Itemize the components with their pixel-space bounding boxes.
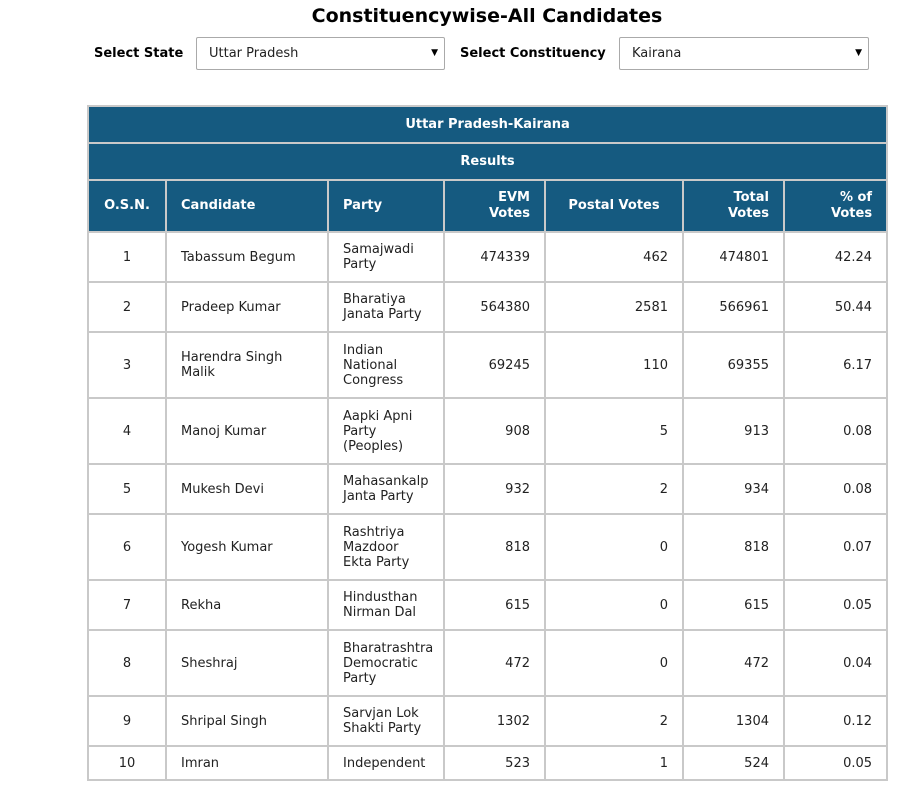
percent-votes-cell: 0.07 (784, 514, 887, 580)
party-cell: Indian National Congress (328, 332, 444, 398)
candidate-cell: Sheshraj (166, 630, 328, 696)
candidate-cell: Rekha (166, 580, 328, 630)
col-header-percent-votes: % of Votes (784, 180, 887, 232)
candidate-cell: Imran (166, 746, 328, 780)
osn-cell: 8 (88, 630, 166, 696)
evm-votes-cell: 523 (444, 746, 545, 780)
postal-votes-cell: 0 (545, 514, 683, 580)
candidate-cell: Manoj Kumar (166, 398, 328, 464)
osn-cell: 5 (88, 464, 166, 514)
table-row (88, 514, 887, 580)
table-row (88, 232, 887, 282)
total-votes-cell: 818 (683, 514, 784, 580)
table-row (88, 696, 887, 746)
total-votes-cell: 615 (683, 580, 784, 630)
party-cell: Hindusthan Nirman Dal (328, 580, 444, 630)
osn-cell: 9 (88, 696, 166, 746)
evm-votes-cell: 564380 (444, 282, 545, 332)
col-header-party: Party (328, 180, 444, 232)
postal-votes-cell: 462 (545, 232, 683, 282)
col-header-candidate: Candidate (166, 180, 328, 232)
postal-votes-cell: 2 (545, 696, 683, 746)
col-header-osn: O.S.N. (88, 180, 166, 232)
postal-votes-cell: 1 (545, 746, 683, 780)
postal-votes-cell: 2 (545, 464, 683, 514)
results-table (87, 105, 888, 781)
table-row (88, 580, 887, 630)
postal-votes-cell: 0 (545, 630, 683, 696)
col-header-postal-votes: Postal Votes (545, 180, 683, 232)
osn-cell: 7 (88, 580, 166, 630)
evm-votes-cell: 932 (444, 464, 545, 514)
party-cell: Rashtriya Mazdoor Ekta Party (328, 514, 444, 580)
table-row (88, 332, 887, 398)
evm-votes-cell: 615 (444, 580, 545, 630)
constituency-select[interactable] (619, 37, 869, 70)
osn-cell: 6 (88, 514, 166, 580)
total-votes-cell: 934 (683, 464, 784, 514)
osn-cell: 3 (88, 332, 166, 398)
candidate-cell: Yogesh Kumar (166, 514, 328, 580)
osn-cell: 1 (88, 232, 166, 282)
caret-down-icon: ▼ (855, 48, 862, 58)
postal-votes-cell: 0 (545, 580, 683, 630)
percent-votes-cell: 50.44 (784, 282, 887, 332)
col-header-total-votes: Total Votes (683, 180, 784, 232)
osn-cell: 4 (88, 398, 166, 464)
table-row (88, 464, 887, 514)
party-cell: Aapki Apni Party (Peoples) (328, 398, 444, 464)
total-votes-cell: 566961 (683, 282, 784, 332)
party-cell: Independent (328, 746, 444, 780)
total-votes-cell: 913 (683, 398, 784, 464)
percent-votes-cell: 0.12 (784, 696, 887, 746)
party-cell: Samajwadi Party (328, 232, 444, 282)
evm-votes-cell: 818 (444, 514, 545, 580)
evm-votes-cell: 472 (444, 630, 545, 696)
total-votes-cell: 474801 (683, 232, 784, 282)
candidate-cell: Shripal Singh (166, 696, 328, 746)
percent-votes-cell: 42.24 (784, 232, 887, 282)
total-votes-cell: 524 (683, 746, 784, 780)
table-row (88, 282, 887, 332)
percent-votes-cell: 0.04 (784, 630, 887, 696)
party-cell: Sarvjan Lok Shakti Party (328, 696, 444, 746)
col-header-evm-votes: EVM Votes (444, 180, 545, 232)
percent-votes-cell: 0.08 (784, 398, 887, 464)
osn-cell: 10 (88, 746, 166, 780)
postal-votes-cell: 110 (545, 332, 683, 398)
constituency-label: Select Constituency (460, 46, 606, 61)
results-banner: Results (88, 143, 887, 180)
table-row (88, 746, 887, 780)
page-title: Constituencywise-All Candidates (311, 5, 663, 27)
total-votes-cell: 69355 (683, 332, 784, 398)
candidate-cell: Pradeep Kumar (166, 282, 328, 332)
constituency-select-value: Kairana (632, 46, 682, 61)
total-votes-cell: 1304 (683, 696, 784, 746)
table-row (88, 398, 887, 464)
evm-votes-cell: 1302 (444, 696, 545, 746)
percent-votes-cell: 0.05 (784, 746, 887, 780)
evm-votes-cell: 69245 (444, 332, 545, 398)
candidate-cell: Harendra Singh Malik (166, 332, 328, 398)
party-cell: Mahasankalp Janta Party (328, 464, 444, 514)
state-select[interactable] (196, 37, 445, 70)
caret-down-icon: ▼ (431, 48, 438, 58)
percent-votes-cell: 0.08 (784, 464, 887, 514)
table-row (88, 630, 887, 696)
percent-votes-cell: 6.17 (784, 332, 887, 398)
total-votes-cell: 472 (683, 630, 784, 696)
state-label: Select State (94, 46, 184, 61)
constituency-banner: Uttar Pradesh-Kairana (88, 106, 887, 143)
candidate-cell: Tabassum Begum (166, 232, 328, 282)
postal-votes-cell: 2581 (545, 282, 683, 332)
evm-votes-cell: 908 (444, 398, 545, 464)
state-select-value: Uttar Pradesh (209, 46, 299, 61)
evm-votes-cell: 474339 (444, 232, 545, 282)
postal-votes-cell: 5 (545, 398, 683, 464)
candidate-cell: Mukesh Devi (166, 464, 328, 514)
party-cell: Bharatiya Janata Party (328, 282, 444, 332)
osn-cell: 2 (88, 282, 166, 332)
party-cell: Bharatrashtra Democratic Party (328, 630, 444, 696)
percent-votes-cell: 0.05 (784, 580, 887, 630)
